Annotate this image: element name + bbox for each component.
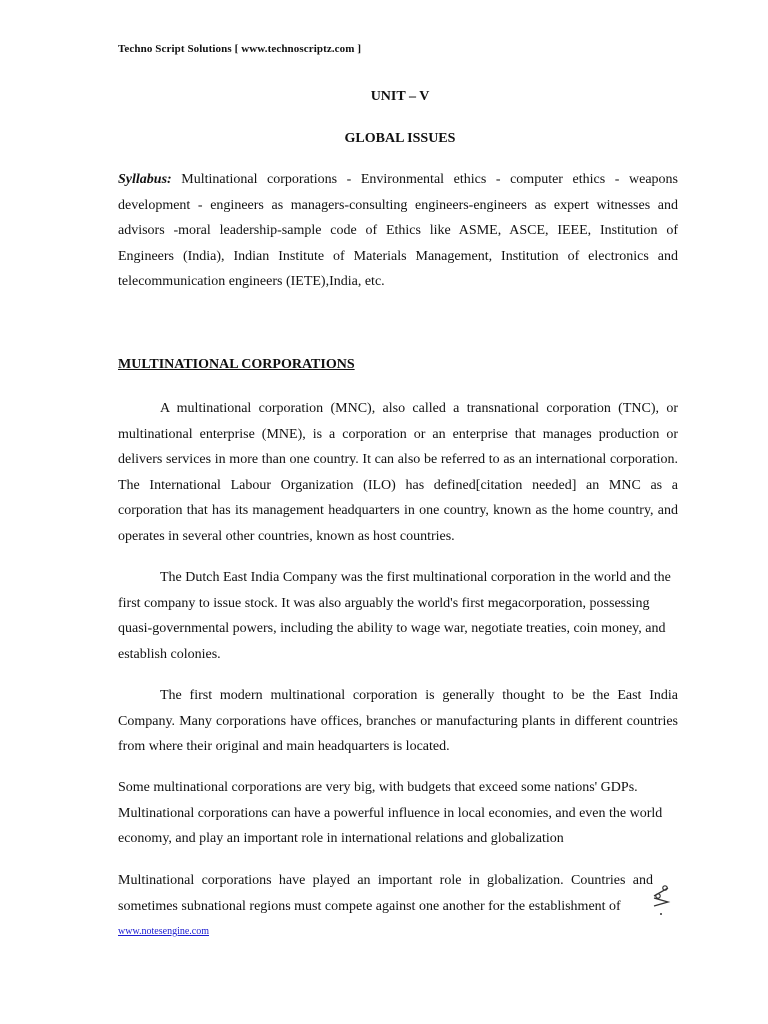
paragraph-1	[118, 396, 678, 549]
unit-title: UNIT – V	[370, 89, 430, 104]
paragraph-text: Some multinational corporations are very big, with budgets that exceed some nations' GDPs. Multinational corporations can have a powerful influence in local economies, and even the world economy, and play an important role in international relations and globalization	[118, 780, 663, 846]
page-header: Techno Script Solutions [ www.technoscriptz.com ]	[118, 43, 362, 55]
syllabus-block	[118, 167, 678, 295]
paragraph-2	[118, 565, 678, 667]
page-curl-icon	[650, 882, 672, 920]
footer-link[interactable]: www.notesengine.com	[118, 926, 209, 937]
section-title: GLOBAL ISSUES	[344, 131, 456, 146]
paragraph-3	[118, 683, 678, 760]
paragraph-text: The first modern multinational corporation is generally thought to be the East India Company. Many corporations have offices, branches or manufacturing plants in different countries from where their original and main headquarters is located.	[118, 688, 678, 754]
paragraph-4	[118, 775, 678, 852]
paragraph-5	[118, 868, 653, 919]
syllabus-label: Syllabus:	[118, 172, 172, 187]
mnc-heading: MULTINATIONAL CORPORATIONS	[118, 357, 355, 372]
syllabus-text: Multinational corporations - Environmental ethics - computer ethics - weapons development - engineers as managers-consulting engineers-engineers as expert witnesses and advisors -moral leadership-sample code of Ethics like ASME, ASCE, IEEE, Institution of Engineers (India), Indian Institute of Materials Management, Institution of electronics and telecommunication engineers (IETE),India, etc.	[118, 172, 678, 289]
paragraph-text: Multinational corporations have played an important role in globalization. Countries and sometimes subnational regions must compete against one another for the establishment of	[118, 873, 653, 914]
paragraph-text: The Dutch East India Company was the first multinational corporation in the world and the first company to issue stock. It was also arguably the world's first megacorporation, possessing quasi-governmental powers, including the ability to wage war, negotiate treaties, coin money, and establish colonies.	[118, 570, 671, 662]
paragraph-text: A multinational corporation (MNC), also called a transnational corporation (TNC), or multinational enterprise (MNE), is a corporation or an enterprise that manages production or delivers services in more than one country. It can also be referred to as an international corporation. The International Labour Organization (ILO) has defined[citation needed] an MNC as a corporation that has its management headquarters in one country, known as the home country, and operates in several other countries, known as host countries.	[118, 401, 678, 544]
